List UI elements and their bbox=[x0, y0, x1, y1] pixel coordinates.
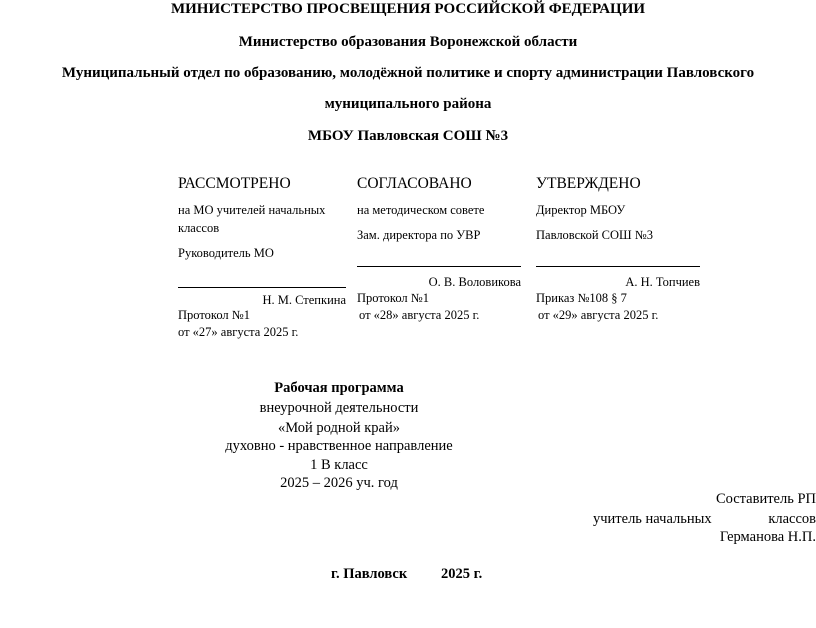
program-subtitle: внеурочной деятельности bbox=[259, 400, 419, 416]
regional-ministry: Министерство образования Воронежской области bbox=[238, 34, 578, 50]
author-role: Составитель РП bbox=[715, 491, 816, 507]
signer-reviewed: Н. М. Степкина bbox=[262, 293, 346, 307]
approved-line1: Директор МБОУ bbox=[536, 203, 626, 217]
program-direction: духовно - нравственное направление bbox=[225, 438, 453, 454]
column-title-reviewed: РАССМОТРЕНО bbox=[178, 175, 291, 192]
program-grade: 1 В класс bbox=[310, 457, 368, 473]
footer-year: 2025 г. bbox=[441, 566, 483, 582]
column-title-approved: УТВЕРЖДЕНО bbox=[536, 175, 641, 192]
signature-line-agreed bbox=[357, 266, 521, 267]
signer-agreed: О. В. Воловикова bbox=[428, 275, 521, 289]
reviewed-line1: на МО учителей начальных bbox=[178, 203, 326, 217]
approved-line2: Павловской СОШ №3 bbox=[536, 228, 653, 242]
school-name: МБОУ Павловская СОШ №3 bbox=[307, 128, 509, 144]
reviewed-line2: классов bbox=[178, 221, 220, 235]
protocol-reviewed: Протокол №1 bbox=[178, 308, 250, 322]
column-title-agreed: СОГЛАСОВАНО bbox=[357, 175, 472, 192]
author-name: Германова Н.П. bbox=[719, 529, 816, 545]
reviewed-head: Руководитель МО bbox=[178, 246, 274, 260]
order-approved: Приказ №108 § 7 bbox=[536, 291, 627, 305]
municipal-department-line2: муниципального района bbox=[324, 96, 492, 112]
ministry-title: МИНИСТЕРСТВО ПРОСВЕЩЕНИЯ РОССИЙСКОЙ ФЕДЕРАЦИИ bbox=[170, 1, 646, 17]
date-reviewed: от «27» августа 2025 г. bbox=[178, 325, 299, 339]
author-position-part1: учитель начальных bbox=[593, 511, 712, 527]
program-title: Рабочая программа bbox=[274, 380, 404, 396]
author-position-part2: классов bbox=[768, 511, 816, 527]
agreed-line1: на методическом совете bbox=[357, 203, 485, 217]
protocol-agreed: Протокол №1 bbox=[357, 291, 429, 305]
program-name: «Мой родной край» bbox=[277, 420, 400, 436]
date-approved: от «29» августа 2025 г. bbox=[538, 308, 659, 322]
footer-city: г. Павловск bbox=[331, 566, 408, 582]
signature-line-reviewed bbox=[178, 287, 346, 288]
agreed-line2: Зам. директора по УВР bbox=[357, 228, 481, 242]
signature-line-approved bbox=[536, 266, 700, 267]
municipal-department-line1: Муниципальный отдел по образованию, молодёжной политике и спорту администрации Павловского bbox=[61, 65, 755, 81]
program-year: 2025 – 2026 уч. год bbox=[280, 475, 398, 491]
signer-approved: А. Н. Топчиев bbox=[625, 275, 700, 289]
date-agreed: от «28» августа 2025 г. bbox=[359, 308, 480, 322]
